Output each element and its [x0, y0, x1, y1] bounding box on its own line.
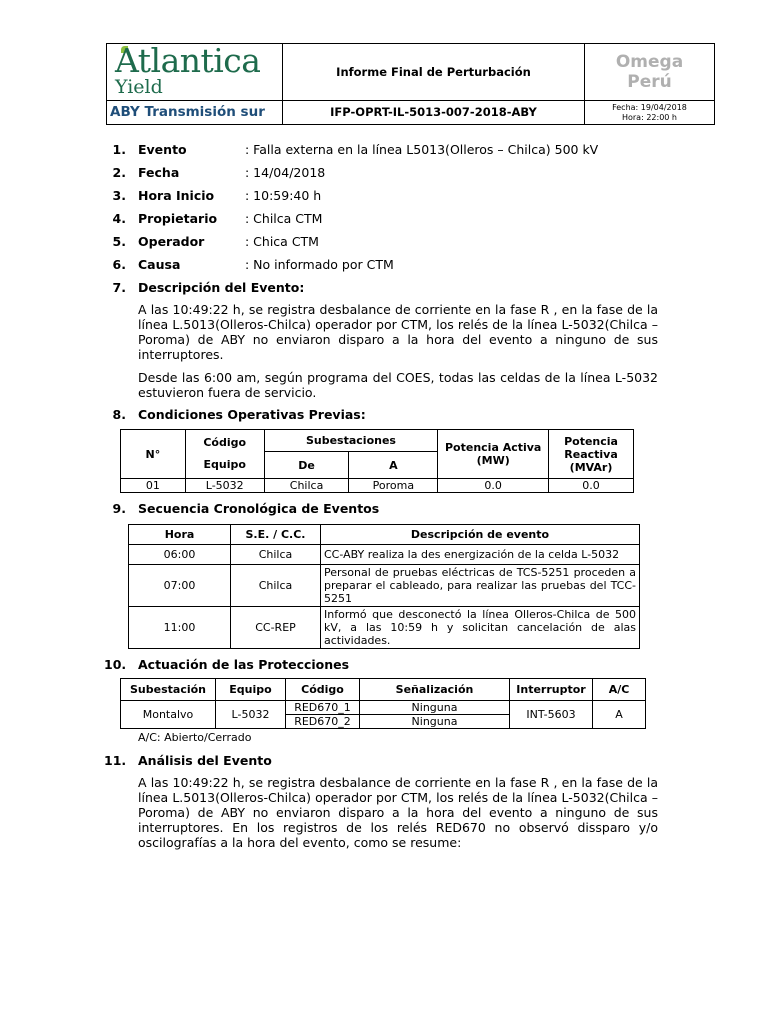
omega-logo: [585, 44, 714, 101]
cell-de: Chilca: [264, 479, 349, 493]
cell-ac: A: [593, 701, 646, 729]
cell-descripcion: CC-ABY realiza la des energización de la celda L-5032: [321, 545, 640, 565]
col-subestaciones: Subestaciones: [264, 430, 438, 452]
section-title: Secuencia Cronológica de Eventos: [138, 501, 380, 516]
cell-codigo: RED670_2: [286, 715, 360, 729]
item-number: 3.: [112, 188, 126, 203]
item-value: : Chica CTM: [245, 234, 319, 249]
col-codigo: [185, 430, 264, 479]
cell-descripcion: Informó que desconectó la línea Olleros-Chilca de 500 kV, a las 10:59 h y solicitan cancelación de alas actividades.: [321, 607, 640, 649]
cell-codigo: L-5032: [185, 479, 264, 493]
col-n: N°: [121, 430, 186, 479]
date-cell: [585, 101, 714, 125]
chronology-table: [128, 524, 640, 649]
document-title: Informe Final de Perturbación: [283, 44, 585, 101]
col-ac: A/C: [593, 679, 646, 701]
section7-paragraph2: Desde las 6:00 am, según programa del COES, todas las celdas de la línea L-5032 estuvieron fuera de servicio.: [138, 370, 658, 400]
cell-interruptor: INT-5603: [510, 701, 593, 729]
table-row: [129, 607, 640, 649]
cell-codigo: RED670_1: [286, 701, 360, 715]
item-value: : Chilca CTM: [245, 211, 323, 226]
section-number: 11.: [104, 753, 127, 768]
item-value: : No informado por CTM: [245, 257, 394, 272]
item-label: Operador: [138, 234, 205, 249]
table-row: [129, 565, 640, 607]
section-title: Condiciones Operativas Previas:: [138, 407, 366, 422]
item-number: 5.: [112, 234, 126, 249]
section-number: 9.: [112, 501, 126, 516]
item-number: 2.: [112, 165, 126, 180]
item-label: Fecha: [138, 165, 180, 180]
omega-line2: Perú: [627, 72, 672, 92]
col-de: De: [264, 452, 349, 479]
section-number: 7.: [112, 280, 126, 295]
logo-main-text: Atlantica: [115, 41, 261, 80]
item-value: : 10:59:40 h: [245, 188, 322, 203]
section-number: 8.: [112, 407, 126, 422]
item-label: Hora Inicio: [138, 188, 215, 203]
section11-paragraph: A las 10:49:22 h, se registra desbalance de corriente en la fase R , en la fase de la línea L.5013(Olleros-Chilca) operador por CTM, los relés de la línea L-5032(Chilca – Poroma) de ABY no enviaron disparo a la hora del evento a ninguno de sus interruptores. En los registros de los relés RED670 no observó dissparo y/o oscilografías a la hora del evento, como se resume:: [138, 775, 658, 850]
time-text: Hora: 22:00 h: [621, 113, 677, 122]
item-number: 1.: [112, 142, 126, 157]
section-title: Descripción del Evento:: [138, 280, 305, 295]
item-label: Propietario: [138, 211, 218, 226]
table-row: [121, 701, 646, 715]
logo-sub-text: Yield: [115, 76, 163, 98]
col-senalizacion: Señalización: [360, 679, 510, 701]
cell-se: CC-REP: [231, 607, 321, 649]
logo-cell: [107, 41, 283, 101]
date-text: Fecha: 19/04/2018: [612, 103, 687, 112]
omega-line1: Omega: [615, 52, 684, 72]
cell-reactiva: 0.0: [549, 479, 634, 493]
table-row: [121, 479, 634, 493]
item-value: : 14/04/2018: [245, 165, 326, 180]
col-interruptor: Interruptor: [510, 679, 593, 701]
col-equipo: Equipo: [216, 679, 286, 701]
section-title: Análisis del Evento: [138, 753, 272, 768]
item-label: Causa: [138, 257, 181, 272]
operating-conditions-table: [120, 429, 634, 493]
section-number: 10.: [104, 657, 127, 672]
col-hora: Hora: [129, 525, 231, 545]
table-row: [129, 545, 640, 565]
col-subestacion: Subestación: [121, 679, 216, 701]
item-value: : Falla externa en la línea L5013(Olleros – Chilca) 500 kV: [245, 142, 599, 157]
item-number: 6.: [112, 257, 126, 272]
cell-hora: 06:00: [129, 545, 231, 565]
col-descripcion: Descripción de evento: [321, 525, 640, 545]
protections-table: [120, 678, 646, 729]
company-name: ABY Transmisión sur: [107, 101, 283, 125]
cell-potencia: 0.0: [438, 479, 549, 493]
item-number: 4.: [112, 211, 126, 226]
col-se: S.E. / C.C.: [231, 525, 321, 545]
cell-equipo: L-5032: [216, 701, 286, 729]
cell-hora: 11:00: [129, 607, 231, 649]
col-codigo: Código: [286, 679, 360, 701]
ac-note: A/C: Abierto/Cerrado: [138, 731, 252, 744]
cell-a: Poroma: [349, 479, 438, 493]
cell-senalizacion: Ninguna: [360, 701, 510, 715]
cell-senalizacion: Ninguna: [360, 715, 510, 729]
document-header: [106, 43, 715, 125]
cell-n: 01: [121, 479, 186, 493]
document-code: IFP-OPRT-IL-5013-007-2018-ABY: [283, 101, 585, 125]
cell-se: Chilca: [231, 565, 321, 607]
item-label: Evento: [138, 142, 187, 157]
section7-paragraph1: A las 10:49:22 h, se registra desbalance de corriente en la fase R , en la fase de la línea L.5013(Olleros-Chilca) operador por CTM, los relés de la línea L-5032(Chilca – Poroma) de ABY no enviaron disparo a la hora del evento a ninguno de sus interruptores.: [138, 302, 658, 362]
section-title: Actuación de las Protecciones: [138, 657, 350, 672]
col-potencia: Potencia Activa (MW): [438, 430, 549, 479]
cell-se: Chilca: [231, 545, 321, 565]
col-a: A: [349, 452, 438, 479]
cell-hora: 07:00: [129, 565, 231, 607]
col-codigo-line2: Equipo: [203, 458, 246, 471]
cell-descripcion: Personal de pruebas eléctricas de TCS-5251 proceden a preparar el cableado, para realizar las pruebas del TCC-5251: [321, 565, 640, 607]
col-codigo-line1: Código: [203, 436, 247, 449]
col-reactiva: Potencia Reactiva (MVAr): [549, 430, 634, 479]
cell-subestacion: Montalvo: [121, 701, 216, 729]
